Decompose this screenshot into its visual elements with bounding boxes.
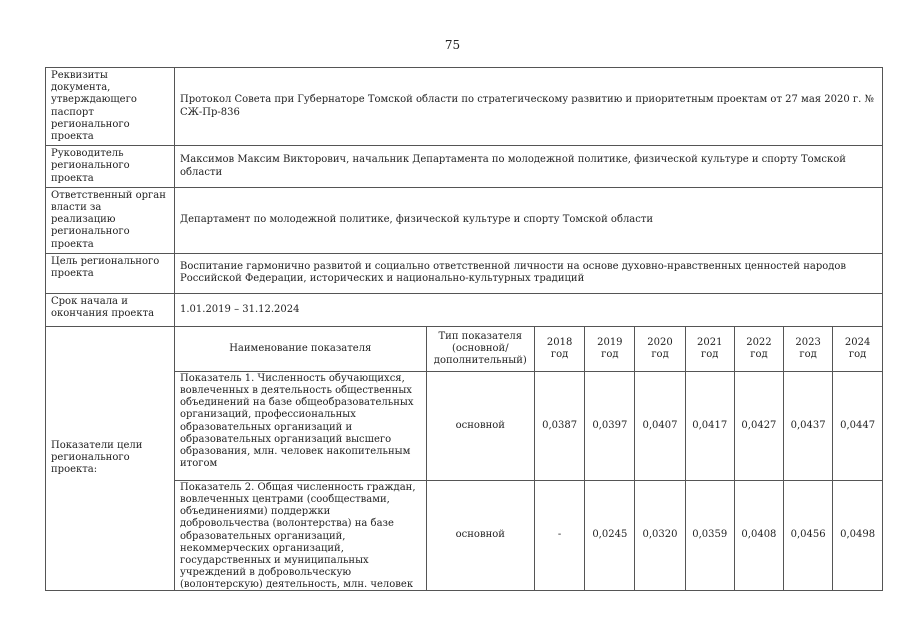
indicator-value: 0,0397 xyxy=(585,371,635,480)
row-value: Департамент по молодежной политике, физической культуре и спорту Томской области xyxy=(175,187,883,253)
indicator-name-text: Показатель 1. Численность обучающихся, вовлеченных в деятельность общественных объединений на базе общеобразовательных организаций, профессиональных образовательных организаций и образовательных организаций высшего образования, млн. человек накопительным итогом xyxy=(180,372,414,470)
row-label: Показатели цели регионального проекта: xyxy=(46,326,175,590)
indicator-value: 0,0320 xyxy=(635,480,685,590)
indicators-table xyxy=(175,327,882,590)
indicators-header-row xyxy=(175,327,882,372)
header-type: Тип показателя (основной/ дополнительный) xyxy=(426,327,534,372)
header-year: 2018 год xyxy=(535,327,585,372)
indicator-name-text: Показатель 2. Общая численность граждан, вовлеченных центрами (сообществами, объединениями) поддержки добровольчества (волонтерства) на базе образовательных организаций, некоммерческих организаций, государственных и муниципальных учреждений в добровольческую (волонтерскую) деятельность, млн. человек xyxy=(180,481,416,589)
indicator-value: 0,0245 xyxy=(585,480,635,590)
header-year: 2021 год xyxy=(685,327,734,372)
header-name: Наименование показателя xyxy=(175,327,426,372)
header-year: 2024 год xyxy=(833,327,882,372)
table-row xyxy=(46,326,883,590)
indicator-row xyxy=(175,480,882,590)
row-label: Срок начала и окончания проекта xyxy=(46,293,175,326)
row-value: Протокол Совета при Губернаторе Томской области по стратегическому развитию и приоритетным проектам от 27 мая 2020 г. № СЖ-Пр-836 xyxy=(175,68,883,146)
header-year: 2023 год xyxy=(784,327,833,372)
indicator-name xyxy=(175,371,426,480)
indicator-row xyxy=(175,371,882,480)
page-number: 75 xyxy=(444,38,461,52)
row-value: 1.01.2019 – 31.12.2024 xyxy=(175,293,883,326)
row-value: Максимов Максим Викторович, начальник Департамента по молодежной политике, физической культуре и спорту Томской области xyxy=(175,146,883,188)
table-row xyxy=(46,68,883,146)
indicator-value: 0,0456 xyxy=(784,480,833,590)
indicator-value: - xyxy=(535,480,585,590)
indicator-type: основной xyxy=(426,371,534,480)
row-label: Ответственный орган власти за реализацию регионального проекта xyxy=(46,187,175,253)
indicator-name xyxy=(175,480,426,590)
indicator-value: 0,0408 xyxy=(734,480,783,590)
indicator-value: 0,0447 xyxy=(833,371,882,480)
indicator-type: основной xyxy=(426,480,534,590)
header-year: 2022 год xyxy=(734,327,783,372)
row-label: Цель регионального проекта xyxy=(46,253,175,293)
project-passport-table xyxy=(45,67,883,591)
indicator-value: 0,0417 xyxy=(685,371,734,480)
indicator-value: 0,0387 xyxy=(535,371,585,480)
indicator-value: 0,0498 xyxy=(833,480,882,590)
header-year: 2020 год xyxy=(635,327,685,372)
indicator-value: 0,0359 xyxy=(685,480,734,590)
row-label: Руководитель регионального проекта xyxy=(46,146,175,188)
indicator-value: 0,0437 xyxy=(784,371,833,480)
table-row xyxy=(46,187,883,253)
table-row xyxy=(46,253,883,293)
indicators-cell xyxy=(175,326,883,590)
header-year: 2019 год xyxy=(585,327,635,372)
indicator-value: 0,0407 xyxy=(635,371,685,480)
indicator-value: 0,0427 xyxy=(734,371,783,480)
table-row xyxy=(46,146,883,188)
table-row xyxy=(46,293,883,326)
row-label: Реквизиты документа, утверждающего паспорт регионального проекта xyxy=(46,68,175,146)
row-value: Воспитание гармонично развитой и социально ответственной личности на основе духовно-нравственных ценностей народов Российской Федерации, исторических и национально-культурных традиций xyxy=(175,253,883,293)
